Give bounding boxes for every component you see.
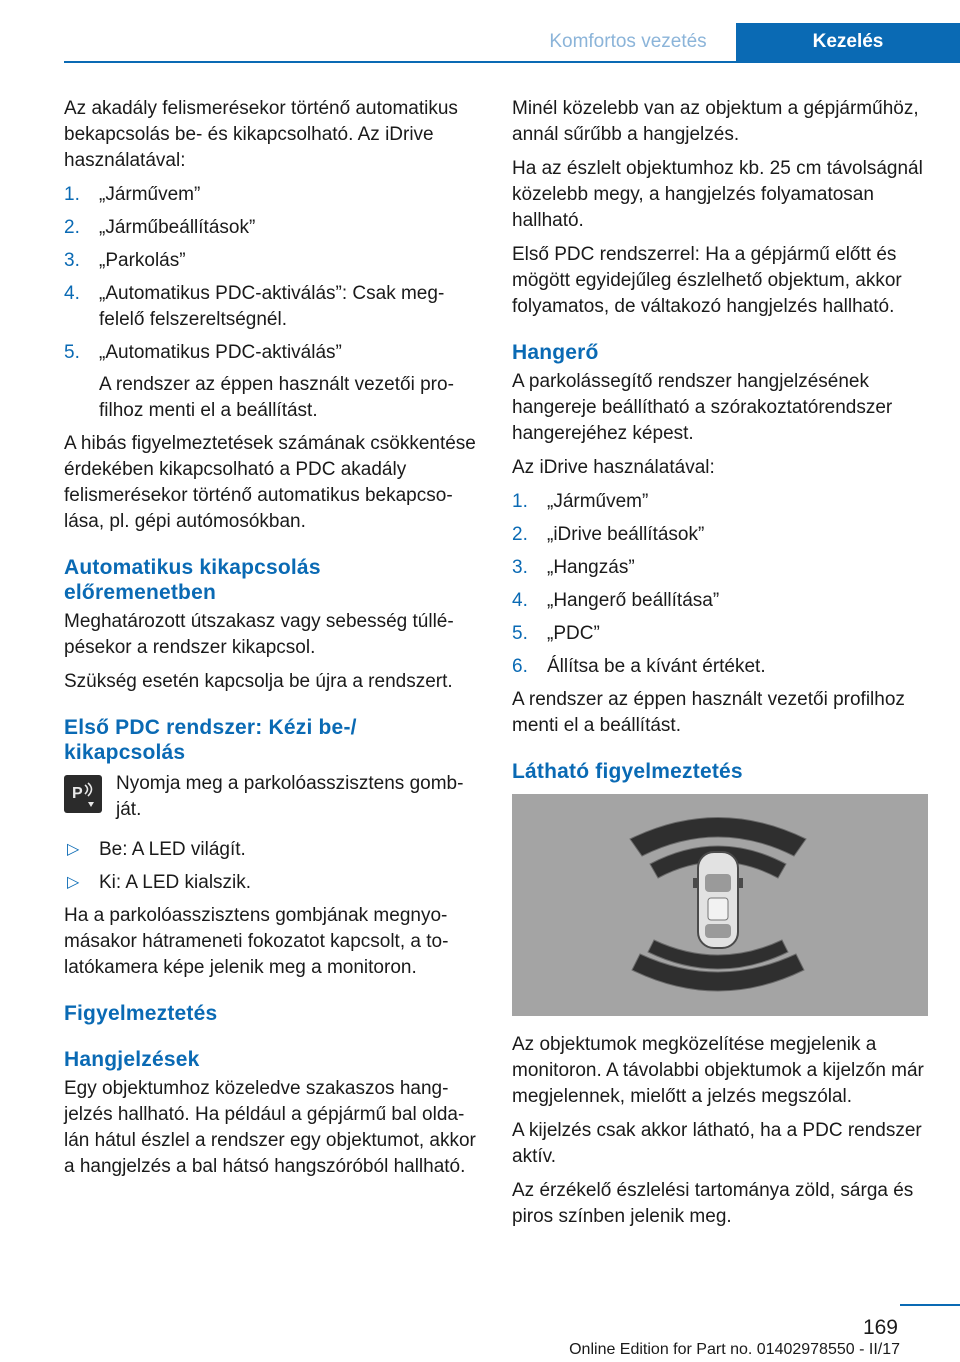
heading-volume: Hangerő [512, 341, 599, 364]
left-column [64, 96, 478, 1188]
edition-footer: Online Edition for Part no. 01402978550 - II/17 [569, 1341, 900, 1358]
list-item: 4. „Automatikus PDC-aktiválás”: Csak megfelelő felszereltségnél. [64, 283, 445, 330]
false-warnings-paragraph: A hibás figyelmeztetések számának csökkentése érdekében kikapcsolható a PDC akadály felismerésekor történő automatikus bekapcsolása, pl. gépi autómosókban. [64, 433, 476, 532]
reverse-camera-paragraph: Ha a parkolóasszisztens gombjának megnyomásakor hátrameneti fokozatot kapcsolt, a tolatókamera képe jelenik meg a monitoron. [64, 905, 449, 978]
heading-signals: Hangjelzések [64, 1048, 200, 1071]
list-item: 2. „iDrive beállítások” [512, 524, 705, 545]
distance-paragraph: Ha az észlelt objektumhoz kb. 25 cm távolságnál közelebb megy, a hangjelzés folyamatosan hallható. [512, 158, 923, 231]
pdc-button-text: Nyomja meg a parkolóasszisztens gombját. [116, 773, 464, 820]
auto-off-paragraph: Meghatározott útszakasz vagy sebesség túllépésekor a rendszer kikapcsol. [64, 611, 454, 658]
triangle-bullet-icon: ▷ [67, 874, 80, 891]
colors-paragraph: Az érzékelő észlelési tartománya zöld, sárga és piros színben jelenik meg. [512, 1180, 914, 1227]
list-item: 4. „Hangerő beállítása” [512, 590, 720, 611]
list-item: 2. „Járműbeállítások” [64, 217, 256, 238]
header-section-tab: Komfortos vezetés [521, 23, 735, 61]
volume-paragraph: A parkolássegítő rendszer hangjelzésének hangereje beállítható a szórakoztatórendszer hangerejéhez képest. [512, 371, 893, 444]
idrive-steps-list [64, 182, 478, 424]
led-status-list [64, 837, 478, 896]
heading-warning: Figyelmeztetés [64, 1002, 218, 1025]
heading-front-pdc: Első PDC rendszer: Kézi be-/ kikapcsolás [64, 716, 357, 764]
pdc-button-instruction [64, 771, 478, 823]
list-item: ▷ Ki: A LED kialszik. [64, 870, 478, 896]
header-rule [64, 61, 960, 63]
list-item: 1. „Járművem” [64, 184, 201, 205]
list-item: 6. Állítsa be a kívánt értéket. [512, 656, 766, 677]
list-item: 3. „Parkolás” [64, 250, 186, 271]
list-item: 3. „Hangzás” [512, 557, 635, 578]
pdc-active-paragraph: A kijelzés csak akkor látható, ha a PDC rendszer aktív. [512, 1120, 922, 1167]
heading-visual-warning: Látható figyelmeztetés [512, 760, 743, 783]
triangle-bullet-icon: ▷ [67, 841, 80, 858]
page-number: 169 [862, 1316, 898, 1339]
header-chapter-tab: Kezelés [736, 23, 960, 61]
intro-paragraph: Az akadály felismerésekor történő automatikus bekapcsolás be- és kikapcsolható. Az iDrive használatával: [64, 98, 458, 171]
signals-paragraph: Egy objektumhoz közeledve szakaszos hangjelzés hallható. Ha például a gépjármű bal oldalán hátul észlel a rendszer egy objektumot, akkor a hangjelzés a bal hátsó hangszóróból hallható. [64, 1078, 476, 1177]
list-item: 1. „Járművem” [512, 491, 649, 512]
list-item: ▷ Be: A LED világít. [64, 837, 478, 863]
heading-auto-off: Automatikus kikapcsolás előremenetben [64, 556, 321, 604]
list-item: 5. „PDC” [512, 623, 600, 644]
reenable-paragraph: Szükség esetén kapcsolja be újra a rendszert. [64, 671, 453, 692]
footer-rule [900, 1304, 960, 1306]
right-column [512, 96, 928, 1238]
closer-paragraph: Minél közelebb van az objektum a gépjárműhöz, annál sűrűbb a hangjelzés. [512, 98, 919, 145]
park-assist-button-icon [64, 775, 102, 813]
svg-text:P: P [72, 785, 83, 802]
idrive-paragraph: Az iDrive használatával: [512, 457, 715, 478]
list-item: 5. „Automatikus PDC-aktiválás” A rendszer az éppen használt vezetői profilhoz menti el a beállítást. [64, 342, 454, 421]
volume-steps-list [512, 489, 928, 680]
pdc-display-figure [512, 794, 928, 1016]
objects-paragraph: Az objektumok megközelítése megjelenik a monitoron. A távolabbi objektumok a kijelzőn már megjelennek, mielőtt a jelzés megszólal. [512, 1034, 924, 1107]
saved-paragraph: A rendszer az éppen használt vezetői profilhoz menti el a beállítást. [512, 689, 905, 736]
front-pdc-paragraph: Első PDC rendszerrel: Ha a gépjármű előtt és mögött egyidejűleg észlelhető objektum, akkor folyamatos, de váltakozó hangjelzés hallható. [512, 244, 902, 317]
